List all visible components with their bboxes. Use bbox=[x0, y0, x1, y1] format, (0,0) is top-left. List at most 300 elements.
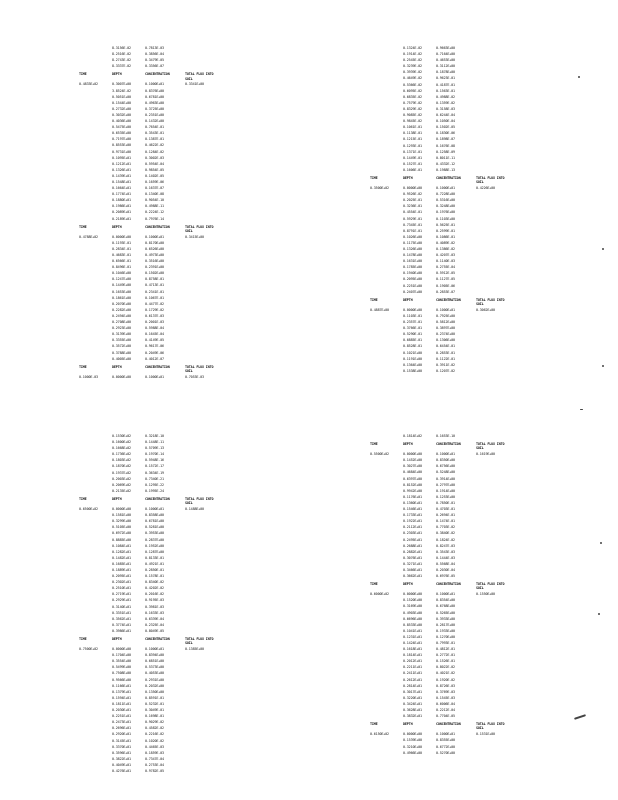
depth-cell: 0.1653E+00 bbox=[112, 289, 131, 294]
depth-cell: 0.1046E+00 bbox=[112, 271, 131, 276]
header-time: TIME bbox=[79, 637, 87, 641]
concentration-cell: 0.2374E+00 bbox=[436, 332, 455, 337]
depth-cell: 0.1940E+00 bbox=[403, 271, 422, 276]
concentration-cell: 0.6851E+00 bbox=[145, 659, 164, 664]
table-block-top-right bbox=[370, 45, 510, 374]
depth-cell: 0.1937E+02 bbox=[112, 470, 131, 475]
concentration-cell: 0.6781E+00 bbox=[145, 94, 164, 99]
depth-cell: 0.2814E+01 bbox=[403, 683, 422, 688]
concentration-cell: 0.6244E-04 bbox=[436, 113, 455, 118]
flux-cell bbox=[476, 573, 510, 579]
depth-cell: 0.1326E+01 bbox=[112, 167, 131, 172]
concentration-cell: 0.2032E+00 bbox=[145, 683, 164, 688]
concentration-cell: 0.7703E-02 bbox=[436, 525, 455, 530]
header-depth: DEPTH bbox=[403, 175, 413, 180]
concentration-cell: 0.2341E-01 bbox=[145, 289, 164, 294]
depth-cell: 0.2095E+00 bbox=[403, 277, 422, 282]
table-header-row bbox=[370, 722, 510, 731]
concentration-cell: 0.1387E-01 bbox=[145, 137, 164, 142]
header-time: TIME bbox=[79, 364, 87, 369]
concentration-cell: 0.1359E-02 bbox=[436, 100, 455, 105]
concentration-cell: 0.7164E+00 bbox=[436, 52, 455, 57]
table-row bbox=[79, 356, 219, 362]
depth-cell: 0.1618E+01 bbox=[403, 647, 422, 652]
depth-cell: 0.1664E+01 bbox=[112, 186, 131, 191]
concentration-cell: 0.3049E-01 bbox=[145, 708, 164, 713]
concentration-cell: 0.2325E-04 bbox=[145, 622, 164, 627]
time-cell: 0.7500E+02 bbox=[79, 647, 98, 652]
concentration-cell: 0.1988E-13 bbox=[436, 167, 455, 172]
time-cell: 0.6000E+02 bbox=[370, 592, 389, 597]
time-cell: 0.6500E+02 bbox=[79, 507, 98, 512]
depth-cell: 0.2411E+01 bbox=[403, 671, 422, 676]
flux-cell: 0.4226E+00 bbox=[476, 186, 495, 191]
depth-cell: 0.1379E+01 bbox=[112, 689, 131, 694]
concentration-cell: 0.1402E-05 bbox=[145, 173, 164, 178]
concentration-cell: 0.8170E+00 bbox=[145, 240, 164, 245]
depth-cell: 0.1631E+00 bbox=[403, 259, 422, 264]
depth-cell: 0.0000E+00 bbox=[403, 592, 422, 597]
depth-cell: 0.0000E+00 bbox=[112, 234, 131, 239]
concentration-cell: 0.6526E+00 bbox=[145, 246, 164, 251]
depth-cell: 0.9845E-02 bbox=[403, 119, 422, 124]
table-block-bottom-left bbox=[79, 433, 219, 774]
concentration-cell: 0.1350E+00 bbox=[145, 689, 164, 694]
depth-cell: 0.3351E+01 bbox=[112, 610, 131, 615]
depth-cell: 0.1530E+02 bbox=[112, 434, 131, 438]
depth-cell: 0.1733E+01 bbox=[403, 513, 422, 518]
concentration-cell: 0.4812E-01 bbox=[436, 647, 455, 652]
header-time: TIME bbox=[370, 175, 378, 180]
concentration-cell: 0.8350E+00 bbox=[436, 458, 455, 463]
depth-cell: 0.1478E+00 bbox=[403, 253, 422, 258]
table-row bbox=[79, 628, 219, 634]
table-header-row bbox=[370, 175, 510, 185]
concentration-cell: 0.4653E+00 bbox=[436, 58, 455, 63]
depth-cell: 0.2545E-02 bbox=[403, 58, 422, 63]
concentration-cell: 0.1545E-03 bbox=[436, 695, 455, 700]
depth-cell: 0.0000E+00 bbox=[403, 732, 422, 737]
concentration-cell: 0.2599E-01 bbox=[436, 228, 455, 233]
concentration-cell: 0.7850E-01 bbox=[436, 500, 455, 505]
depth-cell: 0.1527E-01 bbox=[403, 161, 422, 166]
concentration-cell: 0.2817E+00 bbox=[436, 622, 455, 627]
concentration-cell: 0.8376E+00 bbox=[145, 88, 164, 93]
concentration-cell: 0.1000E+01 bbox=[436, 452, 455, 457]
concentration-cell: 0.3840E-02 bbox=[436, 531, 455, 536]
depth-cell: 0.1231E+01 bbox=[403, 634, 422, 639]
depth-cell: 0.9942E+00 bbox=[403, 488, 422, 493]
concentration-cell: 0.4187E-01 bbox=[436, 82, 455, 87]
depth-cell: 0.3774E+01 bbox=[112, 622, 131, 627]
depth-cell: 0.3145E+01 bbox=[112, 738, 131, 743]
depth-cell: 8.3337E-02 bbox=[112, 64, 131, 69]
depth-cell: 0.3628E+01 bbox=[403, 708, 422, 713]
depth-cell: 0.5366E-02 bbox=[403, 82, 422, 87]
depth-cell: 0.2070E+00 bbox=[112, 301, 131, 306]
concentration-cell: 0.2853E-01 bbox=[436, 350, 455, 355]
concentration-cell: 0.3981E-03 bbox=[145, 604, 164, 609]
concentration-cell: 0.9054E-10 bbox=[145, 198, 164, 203]
concentration-cell: 0.1020E-02 bbox=[145, 738, 164, 743]
concentration-cell: 0.7704E-05 bbox=[436, 714, 455, 719]
table-row bbox=[370, 433, 510, 439]
depth-cell: 0.8329E-02 bbox=[403, 106, 422, 111]
depth-cell: 0.1424E+01 bbox=[403, 641, 422, 645]
depth-cell: 0.1103E-01 bbox=[403, 313, 422, 318]
concentration-cell: 0.2931E+00 bbox=[145, 677, 164, 682]
table-header-row bbox=[79, 365, 219, 371]
concentration-cell: 0.2694E-01 bbox=[436, 513, 455, 518]
depth-cell: 0.1922E+01 bbox=[403, 519, 422, 524]
table-header-row bbox=[370, 298, 510, 304]
concentration-cell: 0.1432E+00 bbox=[145, 119, 164, 124]
concentration-cell: 0.9029E-02 bbox=[145, 720, 164, 725]
time-cell: 0.4788E+02 bbox=[79, 234, 98, 239]
header-total-flux: TOTAL FLUX INTO SOIL bbox=[476, 722, 505, 731]
concentration-cell: 0.8355E+00 bbox=[436, 738, 455, 743]
concentration-cell: 0.8011E-11 bbox=[436, 155, 455, 160]
concentration-cell: 0.4089E-02 bbox=[436, 240, 455, 245]
depth-cell: 0.2688E+01 bbox=[403, 543, 422, 548]
concentration-cell: 0.1000E+01 bbox=[436, 732, 455, 737]
concentration-cell: 0.2853E-07 bbox=[436, 289, 455, 294]
depth-cell: 0.1247E+00 bbox=[112, 277, 131, 282]
concentration-cell: 0.4465E-03 bbox=[145, 744, 164, 749]
concentration-cell: 0.8354E+00 bbox=[436, 598, 455, 603]
time-cell: 0.1000E-03 bbox=[79, 374, 98, 379]
scan-speck-mark bbox=[602, 365, 604, 367]
depth-cell: 0.5105E+00 bbox=[112, 525, 131, 530]
depth-cell: 0.2696E+01 bbox=[112, 726, 131, 731]
flux-cell bbox=[185, 628, 219, 634]
depth-cell: 0.1814E+01 bbox=[403, 653, 422, 658]
concentration-cell: 0.1502E-05 bbox=[436, 125, 455, 130]
depth-cell: 0.1215E-01 bbox=[403, 137, 422, 142]
concentration-cell: 0.1502E+00 bbox=[145, 271, 164, 276]
depth-cell: 0.1548E+01 bbox=[112, 179, 131, 184]
depth-cell: 0.3355E+00 bbox=[112, 338, 131, 343]
header-depth: DEPTH bbox=[112, 496, 122, 501]
concentration-cell: 0.3856E-04 bbox=[145, 52, 164, 57]
concentration-cell: 0.5248E+00 bbox=[436, 470, 455, 475]
depth-cell: 0.1594E+01 bbox=[112, 695, 131, 700]
flux-cell: 0.3415E+00 bbox=[185, 234, 204, 239]
concentration-cell: 0.1444E-03 bbox=[436, 555, 455, 560]
depth-cell: 0.8791E-01 bbox=[403, 228, 422, 233]
depth-cell: 0.4036E+00 bbox=[112, 119, 131, 124]
concentration-cell: 0.1859E-03 bbox=[145, 750, 164, 755]
table-header-row bbox=[79, 496, 219, 506]
depth-cell: 0.3572E+00 bbox=[112, 344, 131, 349]
concentration-cell: 0.1698E-01 bbox=[145, 714, 164, 719]
flux-cell: 0.1488E+00 bbox=[185, 507, 204, 512]
depth-cell: 0.1084E+01 bbox=[112, 543, 131, 548]
table-row bbox=[370, 573, 510, 579]
concentration-cell: 0.1122E-01 bbox=[436, 356, 455, 361]
table-row bbox=[79, 768, 219, 774]
depth-cell: 0.1685E+01 bbox=[112, 561, 131, 566]
concentration-cell: 0.5625E-01 bbox=[436, 222, 455, 227]
depth-cell: 0.2030E+01 bbox=[112, 708, 131, 713]
concentration-cell: 0.1000E+01 bbox=[436, 592, 455, 597]
concentration-cell: 0.7340E-21 bbox=[145, 476, 164, 481]
depth-cell: 0.1061E-01 bbox=[403, 125, 422, 130]
depth-cell: 0.3596E+01 bbox=[112, 750, 131, 755]
depth-cell: 0.1175E+00 bbox=[403, 240, 422, 245]
depth-cell: 0.1041E+01 bbox=[403, 628, 422, 633]
depth-cell: 0.3007E+00 bbox=[112, 82, 131, 87]
table-header-row bbox=[79, 225, 219, 231]
header-concentration: CONCENTRATION bbox=[436, 175, 461, 180]
depth-cell: 0.2495E+01 bbox=[403, 537, 422, 542]
scan-speck-mark bbox=[602, 248, 604, 250]
concentration-cell: 0.4988E-02 bbox=[436, 94, 455, 99]
header-depth: DEPTH bbox=[112, 72, 122, 77]
concentration-cell: 0.3248E+00 bbox=[436, 204, 455, 209]
depth-cell: 0.1544E+00 bbox=[112, 100, 131, 105]
time-cell bbox=[79, 768, 112, 774]
depth-cell: 0.0000E+00 bbox=[403, 186, 422, 191]
depth-cell: 0.4276E+01 bbox=[112, 768, 131, 773]
depth-cell: 0.6972E+00 bbox=[112, 531, 131, 536]
depth-cell: 0.4684E+00 bbox=[403, 470, 422, 475]
depth-cell: 0.3220E+01 bbox=[403, 695, 422, 700]
depth-cell: 0.4049E+01 bbox=[112, 762, 131, 767]
concentration-cell: 0.3914E+00 bbox=[436, 476, 455, 481]
concentration-cell: 0.1127E-05 bbox=[436, 277, 455, 282]
depth-cell: 0.1539E+00 bbox=[403, 738, 422, 743]
header-time: TIME bbox=[370, 722, 378, 727]
concentration-cell: 0.4149E-05 bbox=[145, 338, 164, 343]
header-concentration: CONCENTRATION bbox=[436, 722, 461, 727]
depth-cell: 0.2089E+01 bbox=[112, 210, 131, 215]
flux-cell bbox=[185, 63, 219, 69]
concentration-cell: 0.1526E-01 bbox=[436, 659, 455, 664]
scan-squiggle-mark bbox=[574, 714, 586, 720]
concentration-cell: 0.3634E-19 bbox=[145, 470, 164, 475]
concentration-cell: 0.6781E+00 bbox=[145, 519, 164, 524]
header-depth: DEPTH bbox=[403, 582, 413, 587]
concentration-cell: 0.1000E+01 bbox=[436, 186, 455, 191]
concentration-cell: 0.8726E-03 bbox=[436, 683, 455, 688]
concentration-cell: 0.9617E-06 bbox=[145, 344, 164, 349]
depth-cell: 0.3466E+01 bbox=[403, 567, 422, 572]
depth-cell: 0.3239E-02 bbox=[403, 64, 422, 69]
concentration-cell: 0.1578E-01 bbox=[145, 574, 164, 579]
concentration-cell: 0.1340E-08 bbox=[145, 192, 164, 197]
table-row bbox=[370, 167, 510, 173]
concentration-cell: 0.9623E-01 bbox=[436, 76, 455, 81]
depth-cell: 0.1212E+01 bbox=[112, 161, 131, 166]
concentration-cell: 0.3158E-03 bbox=[436, 106, 455, 111]
table-header-row bbox=[370, 582, 510, 591]
depth-cell: 0.1364E+00 bbox=[403, 362, 422, 367]
concentration-cell: 0.1572E-17 bbox=[145, 464, 164, 469]
flux-cell bbox=[476, 289, 510, 295]
concentration-cell: 0.4582E-02 bbox=[145, 726, 164, 731]
concentration-cell: 0.6772E+00 bbox=[436, 744, 455, 749]
concentration-cell: 0.1000E+01 bbox=[145, 374, 164, 379]
table-row bbox=[370, 289, 510, 295]
concentration-cell: 0.1253E+00 bbox=[436, 494, 455, 499]
concentration-cell: 0.8247E-03 bbox=[436, 543, 455, 548]
time-cell bbox=[370, 167, 403, 173]
header-depth: DEPTH bbox=[403, 442, 413, 447]
depth-cell: 0.2282E+00 bbox=[112, 307, 131, 312]
header-total-flux: TOTAL FLUX INTO SOIL bbox=[185, 496, 214, 506]
header-time: TIME bbox=[79, 496, 87, 501]
depth-cell: 8.3156E-02 bbox=[112, 46, 131, 50]
concentration-cell: 0.1914E+00 bbox=[436, 488, 455, 493]
depth-cell: 0.9085E-02 bbox=[403, 113, 422, 118]
depth-cell: 0.2732E+00 bbox=[112, 106, 131, 111]
depth-cell: 0.5929E-01 bbox=[403, 216, 422, 221]
time-cell bbox=[370, 289, 403, 295]
concentration-cell: 0.1000E+01 bbox=[145, 234, 164, 239]
concentration-cell: 0.3218E-10 bbox=[145, 434, 164, 438]
depth-cell: 0.3939E-02 bbox=[403, 70, 422, 75]
depth-cell: 0.1986E+01 bbox=[112, 204, 131, 209]
depth-cell: 0.2025E-01 bbox=[403, 198, 422, 203]
table-row bbox=[79, 216, 219, 222]
concentration-cell: 0.5232E-01 bbox=[145, 701, 164, 706]
concentration-cell: 0.1995E-24 bbox=[145, 488, 164, 493]
concentration-cell: 0.6756E+00 bbox=[436, 464, 455, 469]
depth-cell: 0.2473E+01 bbox=[112, 720, 131, 725]
concentration-cell: 0.3543E-01 bbox=[145, 131, 164, 136]
table-row bbox=[370, 713, 510, 719]
depth-cell: 0.2357E-01 bbox=[403, 320, 422, 325]
concentration-cell: 0.2001E-03 bbox=[145, 320, 164, 325]
depth-cell: 0.2251E+01 bbox=[112, 714, 131, 719]
header-depth: DEPTH bbox=[112, 224, 122, 229]
flux-cell bbox=[476, 433, 510, 439]
depth-cell: 0.2708E+00 bbox=[112, 320, 131, 325]
header-total-flux: TOTAL FLUX INTO SOIL bbox=[185, 224, 214, 233]
depth-cell: 0.3169E+00 bbox=[403, 604, 422, 609]
concentration-cell: 0.4477E-02 bbox=[145, 301, 164, 306]
depth-cell: 0.3788E+00 bbox=[112, 350, 131, 355]
header-depth: DEPTH bbox=[112, 364, 122, 369]
depth-cell: 0.1880E+01 bbox=[112, 198, 131, 203]
concentration-cell: 0.2391E+00 bbox=[145, 265, 164, 270]
depth-cell: 0.8533E+00 bbox=[403, 622, 422, 627]
depth-cell: 0.1138E-01 bbox=[403, 131, 422, 136]
depth-cell: 0.2494E+00 bbox=[112, 313, 131, 318]
depth-cell: 0.2095E+01 bbox=[112, 574, 131, 579]
concentration-cell: 0.1103E+00 bbox=[436, 216, 455, 221]
depth-cell: 0.2302E+01 bbox=[112, 580, 131, 585]
flux-cell bbox=[185, 768, 219, 774]
concentration-cell: 0.3112E+00 bbox=[436, 64, 455, 69]
concentration-cell: 0.1050E-04 bbox=[436, 119, 455, 124]
concentration-cell: 0.8022E-02 bbox=[436, 665, 455, 670]
concentration-cell: 0.7925E+00 bbox=[436, 313, 455, 318]
depth-cell: 0.3076E+01 bbox=[403, 555, 422, 560]
concentration-cell: 0.1898E-07 bbox=[436, 137, 455, 142]
concentration-cell: 0.3516E+00 bbox=[145, 259, 164, 264]
depth-cell: 0.3032E+00 bbox=[112, 112, 131, 117]
concentration-cell: 0.1976E+00 bbox=[436, 210, 455, 215]
concentration-cell: 0.4703E-01 bbox=[436, 507, 455, 512]
flux-cell: 0.1385E+00 bbox=[185, 647, 204, 652]
header-concentration: CONCENTRATION bbox=[145, 72, 170, 77]
depth-cell: 0.6397E+00 bbox=[403, 476, 422, 481]
scan-speck-mark bbox=[600, 542, 602, 544]
concentration-cell: 0.1287E+00 bbox=[145, 549, 164, 554]
depth-cell: 0.0000E+00 bbox=[112, 647, 131, 652]
concentration-cell: 0.4021E-02 bbox=[436, 671, 455, 676]
concentration-cell: 0.5709E-13 bbox=[145, 446, 164, 451]
header-total-flux: TOTAL FLUX INTO SOIL bbox=[476, 442, 505, 451]
depth-cell: 0.2003E+02 bbox=[112, 476, 131, 481]
depth-cell: 0.6885E-01 bbox=[403, 338, 422, 343]
concentration-cell: 0.7976E-14 bbox=[145, 216, 164, 221]
concentration-cell: 0.6339E-04 bbox=[145, 616, 164, 621]
depth-cell: 0.1538E+00 bbox=[403, 368, 422, 373]
concentration-cell: 0.4713E-01 bbox=[145, 283, 164, 288]
depth-cell: 0.1482E+01 bbox=[112, 555, 131, 560]
depth-cell: 0.2135E+02 bbox=[112, 488, 131, 493]
concentration-cell: 0.1306E+00 bbox=[436, 338, 455, 343]
depth-cell: 0.1095E+01 bbox=[112, 155, 131, 160]
time-cell: 0.4833E+02 bbox=[79, 82, 98, 87]
header-time: TIME bbox=[370, 442, 378, 447]
depth-cell: 0.2719E+01 bbox=[112, 592, 131, 597]
concentration-cell: 0.1653E-10 bbox=[436, 434, 455, 438]
time-cell bbox=[370, 750, 403, 756]
depth-cell: 0.2882E+01 bbox=[403, 549, 422, 554]
concentration-cell: 0.1448E-11 bbox=[145, 440, 164, 445]
concentration-cell: 0.5316E+00 bbox=[436, 198, 455, 203]
depth-cell: 0.2612E+01 bbox=[403, 677, 422, 682]
depth-cell: 0.3210E+00 bbox=[403, 744, 422, 749]
depth-cell: 0.3027E+00 bbox=[403, 464, 422, 469]
concentration-cell: 0.8049E-05 bbox=[145, 628, 164, 633]
concentration-cell: 0.3953E+00 bbox=[145, 531, 164, 536]
flux-cell: 0.3062E+00 bbox=[476, 307, 495, 312]
concentration-cell: 0.2755E-04 bbox=[436, 265, 455, 270]
depth-cell: 0.3832E+01 bbox=[403, 714, 422, 719]
depth-cell: 0.1449E-01 bbox=[403, 155, 422, 160]
time-cell: 0.3500E+02 bbox=[370, 186, 389, 191]
concentration-cell: 0.9663E+00 bbox=[436, 46, 455, 50]
header-total-flux: TOTAL FLUX INTO SOIL bbox=[185, 364, 214, 373]
concentration-cell: 0.1474E-01 bbox=[436, 519, 455, 524]
depth-cell: 0.4903E+00 bbox=[403, 610, 422, 615]
depth-cell: 0.1736E+02 bbox=[112, 452, 131, 457]
depth-cell: 0.2834E-01 bbox=[112, 246, 131, 251]
concentration-cell: 0.1952E+00 bbox=[145, 543, 164, 548]
depth-cell: 0.6566E-01 bbox=[112, 259, 131, 264]
time-cell bbox=[370, 433, 403, 439]
depth-cell: 0.1803E+02 bbox=[112, 458, 131, 463]
concentration-cell: 0.1645E-04 bbox=[145, 332, 164, 337]
depth-cell: 0.9566E+00 bbox=[112, 677, 131, 682]
concentration-cell: 0.1207E-02 bbox=[436, 368, 455, 373]
header-time: TIME bbox=[79, 72, 87, 77]
concentration-cell: 0.4202E-02 bbox=[145, 586, 164, 591]
concentration-cell: 0.1878E+00 bbox=[436, 70, 455, 75]
concentration-cell: 0.1933E+00 bbox=[436, 628, 455, 633]
concentration-cell: 0.2216E-02 bbox=[145, 732, 164, 737]
depth-cell: 0.7508E+00 bbox=[112, 671, 131, 676]
depth-cell: 0.1861E+00 bbox=[112, 295, 131, 300]
table-row bbox=[79, 63, 219, 69]
scan-speck-mark bbox=[598, 613, 600, 615]
concentration-cell: 0.3769E-03 bbox=[436, 689, 455, 694]
